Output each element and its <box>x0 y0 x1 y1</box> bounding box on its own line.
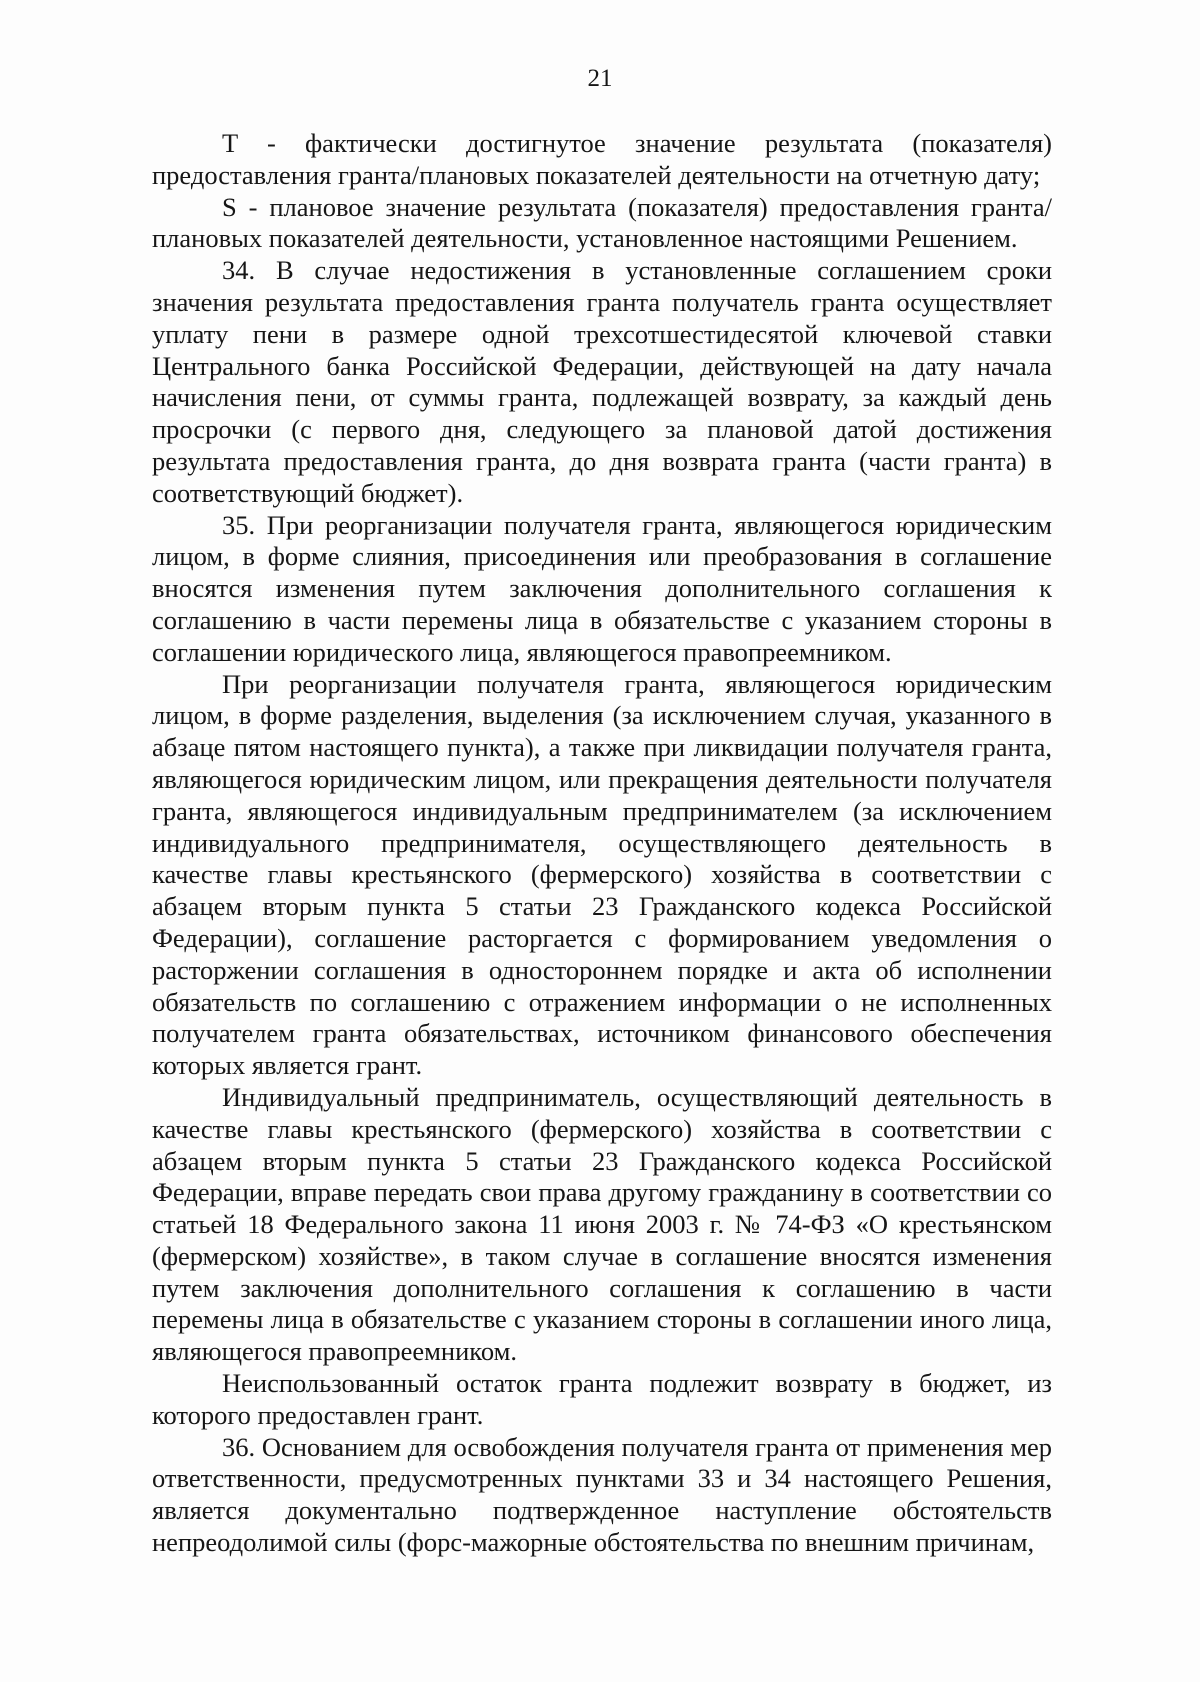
paragraph-clause-35: 35. При реорганизации получателя гранта, являющегося юридическим лицом, в форме слияния, присоединения или преобразования в соглашение вносятся изменения путем заключения дополнительного соглашения к соглашению в части перемены лица в обязательстве с указанием стороны в соглашении юридического лица, являющегося правопреемником. <box>152 509 1052 667</box>
paragraph-definition-s: S - плановое значение результата (показателя) предоставления гранта/плановых показателей деятельности, установленное настоящими Решением. <box>152 191 1052 254</box>
paragraph-unused-balance: Неиспользованный остаток гранта подлежит возврату в бюджет, из которого предоставлен грант. <box>152 1368 1052 1430</box>
page-number: 21 <box>587 65 613 92</box>
document-body <box>152 128 1052 1559</box>
paragraph-reorganization: При реорганизации получателя гранта, являющегося юридическим лицом, в форме разделения, выделения (за исключением случая, указанного в абзаце пятом настоящего пункта), а также при ликвидации получателя гранта, являющегося юридическим лицом, или прекращения деятельности получателя гранта, являющегося индивидуальным предпринимателем (за исключением индивидуального предпринимателя, осуществляющего деятельность в качестве главы крестьянского (фермерского) хозяйства в соответствии с абзацем вторым пункта 5 статьи 23 Гражданского кодекса Российской Федерации), соглашение расторгается с формированием уведомления о расторжении соглашения в одностороннем порядке и акта об исполнении обязательств по соглашению с отражением информации о не исполненных получателем гранта обязательствах, источником финансового обеспечения которых является грант. <box>152 668 1052 1081</box>
paragraph-definition-t: T - фактически достигнутое значение результата (показателя) предоставления гранта/плановых показателей деятельности на отчетную дату; <box>152 128 1052 190</box>
paragraph-clause-34: 34. В случае недостижения в установленные соглашением сроки значения результата предоставления гранта получатель гранта осуществляет уплату пени в размере одной трехсотшестидесятой ключевой ставки Центрального банка Российской Федерации, действующей на дату начала начисления пени, от суммы гранта, подлежащей возврату, за каждый день просрочки (с первого дня, следующего за плановой датой достижения результата предоставления гранта, до дня возврата гранта (части гранта) в соответствующий бюджет). <box>152 255 1052 508</box>
paragraph-individual-entrepreneur: Индивидуальный предприниматель, осуществляющий деятельность в качестве главы крестьянского (фермерского) хозяйства в соответствии с абзацем вторым пункта 5 статьи 23 Гражданского кодекса Российской Федерации, вправе передать свои права другому гражданину в соответствии со статьей 18 Федерального закона 11 июня 2003 г. № 74-ФЗ «О крестьянском (фермерском) хозяйстве», в таком случае в соглашение вносятся изменения путем заключения дополнительного соглашения к соглашению в части перемены лица в обязательстве с указанием стороны в соглашении иного лица, являющегося правопреемником. <box>152 1081 1052 1367</box>
paragraph-clause-36: 36. Основанием для освобождения получателя гранта от применения мер ответственности, предусмотренных пунктами 33 и 34 настоящего Решения, является документально подтвержденное наступление обстоятельств непреодолимой силы (форс-мажорные обстоятельства по внешним причинам, <box>152 1431 1052 1558</box>
